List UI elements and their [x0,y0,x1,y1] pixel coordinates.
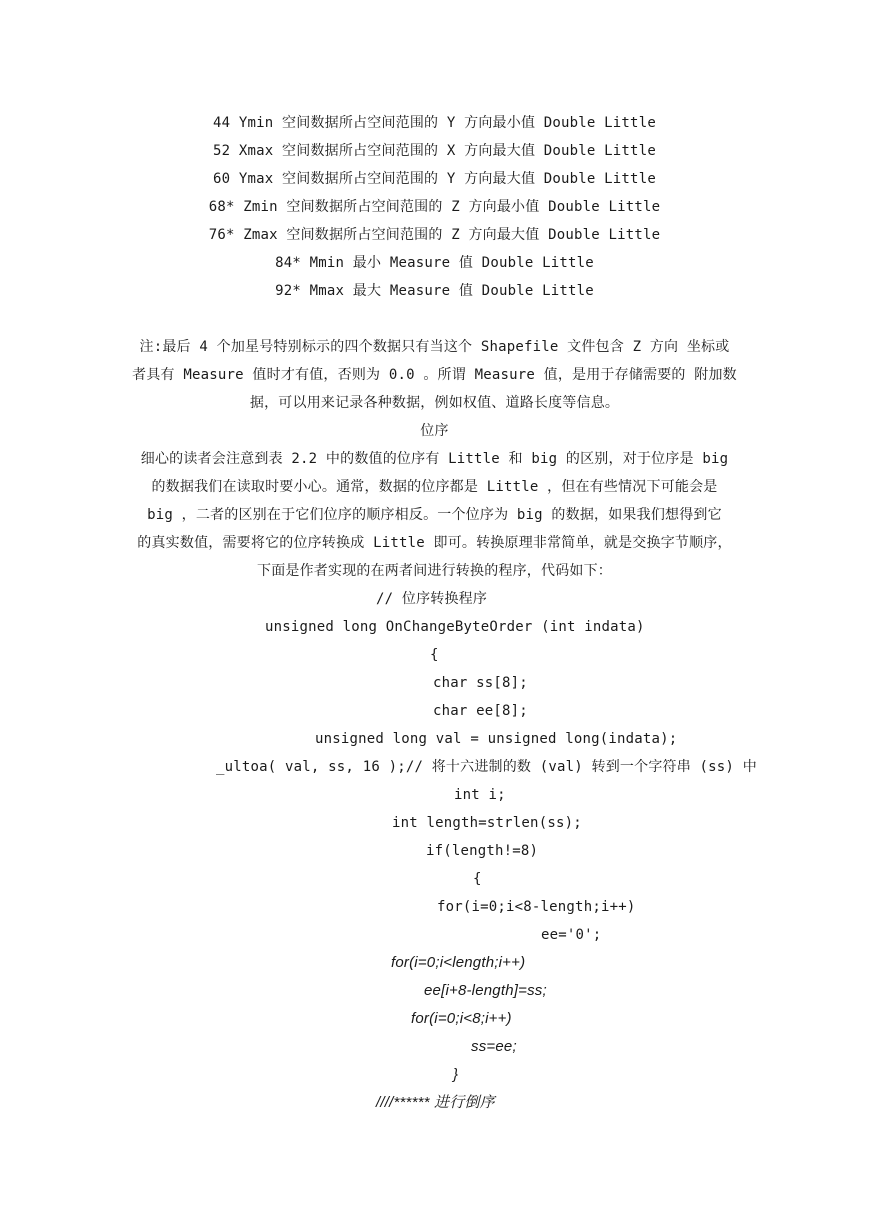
table-row-xmax: 52 Xmax 空间数据所占空间范围的 X 方向最大值 Double Little [213,143,656,159]
code-decl-ss: char ss[8]; [433,675,528,691]
code-decl-val: unsigned long val = unsigned long(indata); [315,731,678,747]
table-row-mmin: 84* Mmin 最小 Measure 值 Double Little [275,255,594,271]
note-line-2: 者具有 Measure 值时才有值，否则为 0.0 。所谓 Measure 值，是用于存储需要的 附加数 [132,367,737,383]
code-open-brace: { [430,647,439,663]
code-length: int length=strlen(ss); [392,815,582,831]
code-signature: unsigned long OnChangeByteOrder (int indata) [265,619,645,635]
table-row-mmax: 92* Mmax 最大 Measure 值 Double Little [275,283,594,299]
note-line-3: 据，可以用来记录各种数据，例如权值、道路长度等信息。 [249,395,620,411]
paragraph-line-3: big ，二者的区别在于它们位序的顺序相反。一个位序为 big 的数据，如果我们想得到它 [147,507,722,523]
code-decl-ee: char ee[8]; [433,703,528,719]
code-close-brace: } [453,1066,459,1083]
paragraph-line-1: 细心的读者会注意到表 2.2 中的数值的位序有 Little 和 big 的区别，对于位序是 big [140,451,729,467]
code-if: if(length!=8) [426,843,539,859]
code-for-2: for(i=0;i<length;i++) [391,954,526,971]
code-for-1: for(i=0;i<8-length;i++) [437,899,636,915]
table-row-zmax: 76* Zmax 空间数据所占空间范围的 Z 方向最大值 Double Little [208,227,661,243]
code-reverse-comment: ////****** 进行倒序 [376,1094,495,1111]
code-for-3: for(i=0;i<8;i++) [411,1010,512,1027]
code-comment: // 位序转换程序 [376,591,488,607]
table-row-ymin: 44 Ymin 空间数据所占空间范围的 Y 方向最小值 Double Little [213,115,656,131]
section-heading: 位序 [420,423,449,439]
code-ultoa: _ultoa( val, ss, 16 );// 将十六进制的数 (val) 转到一个字符串 (ss) 中 [216,759,757,775]
paragraph-line-5: 下面是作者实现的在两者间进行转换的程序，代码如下： [257,563,612,579]
note-line-1: 注:最后 4 个加星号特别标示的四个数据只有当这个 Shapefile 文件包含 Z 方向 坐标或 [139,339,730,355]
paragraph-line-2: 的数据我们在读取时要小心。通常，数据的位序都是 Little ，但在有些情况下可能会是 [151,479,718,495]
table-row-zmin: 68* Zmin 空间数据所占空间范围的 Z 方向最小值 Double Little [208,199,661,215]
table-row-ymax: 60 Ymax 空间数据所占空间范围的 Y 方向最大值 Double Little [213,171,656,187]
paragraph-line-4: 的真实数值，需要将它的位序转换成 Little 即可。转换原理非常简单，就是交换字节顺序， [137,535,732,551]
code-copy: ee[i+8-length]=ss; [424,982,547,999]
code-assign-ss: ss=ee; [471,1038,517,1055]
code-decl-i: int i; [454,787,506,803]
code-assign-ee: ee='0'; [541,927,602,943]
code-inner-brace: { [473,871,482,887]
